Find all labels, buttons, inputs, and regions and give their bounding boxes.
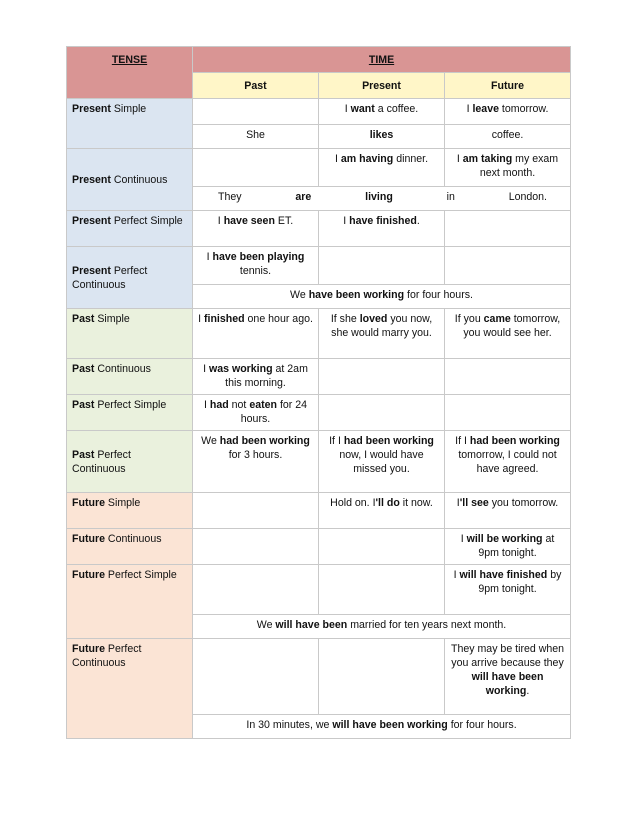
cell-past: We had been working for 3 hours.: [193, 431, 319, 493]
span-cell: We have been working for four hours.: [193, 285, 571, 309]
span-cell-past: She: [193, 125, 319, 149]
word-living: living: [365, 191, 393, 203]
tense-future-perfect-continuous: Future Perfect Continuous: [67, 639, 193, 739]
cell-past: [193, 639, 319, 715]
cell-present: If she loved you now, she would marry you.: [319, 309, 445, 359]
cell-present: I have finished.: [319, 211, 445, 247]
cell-past: I was working at 2am this morning.: [193, 359, 319, 395]
table-row: [67, 395, 571, 431]
cell-future: If I had been working tomorrow, I could not have agreed.: [445, 431, 571, 493]
cell-future: They may be tired when you arrive because they will have been working.: [445, 639, 571, 715]
tense-future-simple: Future Simple: [67, 493, 193, 529]
header-tense-label: TENSE: [111, 54, 148, 66]
tense-present-continuous: Present Continuous: [67, 149, 193, 211]
cell-present: [319, 359, 445, 395]
cell-past: [193, 99, 319, 125]
header-present: [319, 73, 445, 99]
cell-future: I will have finished by 9pm tonight.: [445, 565, 571, 615]
cell-past: I finished one hour ago.: [193, 309, 319, 359]
table-row: [67, 211, 571, 247]
cell-future: [445, 211, 571, 247]
table-row: [67, 529, 571, 565]
span-cell: In 30 minutes, we will have been working for four hours.: [193, 715, 571, 739]
tense-past-simple: Past Simple: [67, 309, 193, 359]
tense-present-simple: Present Simple: [67, 99, 193, 149]
header-tense: [67, 47, 193, 99]
table-row: [67, 309, 571, 359]
table-row: [67, 431, 571, 493]
header-future: [445, 73, 571, 99]
table-row: [67, 247, 571, 285]
cell-past: [193, 493, 319, 529]
tense-past-perfect-continuous: Past Perfect Continuous: [67, 431, 193, 493]
word-london: London.: [508, 191, 547, 203]
header-past-label: Past: [244, 79, 267, 92]
cell-future: I will be working at 9pm tonight.: [445, 529, 571, 565]
span-cell-future: coffee.: [445, 125, 571, 149]
tense-table-container: [66, 46, 570, 739]
tense-future-perfect: Future Perfect Simple: [67, 565, 193, 639]
table-row: [67, 99, 571, 125]
cell-present: I am having dinner.: [319, 149, 445, 187]
header-future-label: Future: [491, 79, 524, 92]
table-row: [67, 565, 571, 615]
cell-past: [193, 529, 319, 565]
header-time: [193, 47, 571, 73]
cell-past: I have been playing tennis.: [193, 247, 319, 285]
cell-present: [319, 639, 445, 715]
cell-future: I am taking my exam next month.: [445, 149, 571, 187]
table-row: [67, 149, 571, 187]
cell-present: [319, 247, 445, 285]
cell-present: [319, 395, 445, 431]
cell-past: [193, 565, 319, 615]
tense-past-perfect: Past Perfect Simple: [67, 395, 193, 431]
table-row: [67, 359, 571, 395]
header-time-label: TIME: [368, 53, 395, 66]
cell-past: I had not eaten for 24 hours.: [193, 395, 319, 431]
tense-present-perfect: Present Perfect Simple: [67, 211, 193, 247]
cell-past: [193, 149, 319, 187]
span-cell: [193, 187, 571, 211]
tense-table: [66, 46, 571, 739]
span-cell: We will have been married for ten years next month.: [193, 615, 571, 639]
header-present-label: Present: [362, 79, 401, 92]
cell-present: Hold on. I'll do it now.: [319, 493, 445, 529]
span-cell-present: likes: [319, 125, 445, 149]
tense-past-continuous: Past Continuous: [67, 359, 193, 395]
word-they: They: [218, 191, 242, 203]
cell-future: If you came tomorrow, you would see her.: [445, 309, 571, 359]
cell-future: I'll see you tomorrow.: [445, 493, 571, 529]
cell-present: [319, 565, 445, 615]
header-past: [193, 73, 319, 99]
table-row: [67, 639, 571, 715]
cell-future: I leave tomorrow.: [445, 99, 571, 125]
tense-future-continuous: Future Continuous: [67, 529, 193, 565]
cell-past: I have seen ET.: [193, 211, 319, 247]
cell-future: [445, 395, 571, 431]
cell-present: If I had been working now, I would have missed you.: [319, 431, 445, 493]
cell-future: [445, 247, 571, 285]
table-row: [67, 493, 571, 529]
tense-present-perfect-continuous: Present Perfect Continuous: [67, 247, 193, 309]
word-in: in: [446, 191, 455, 203]
cell-present: I want a coffee.: [319, 99, 445, 125]
cell-future: [445, 359, 571, 395]
word-are: are: [295, 191, 312, 203]
cell-present: [319, 529, 445, 565]
